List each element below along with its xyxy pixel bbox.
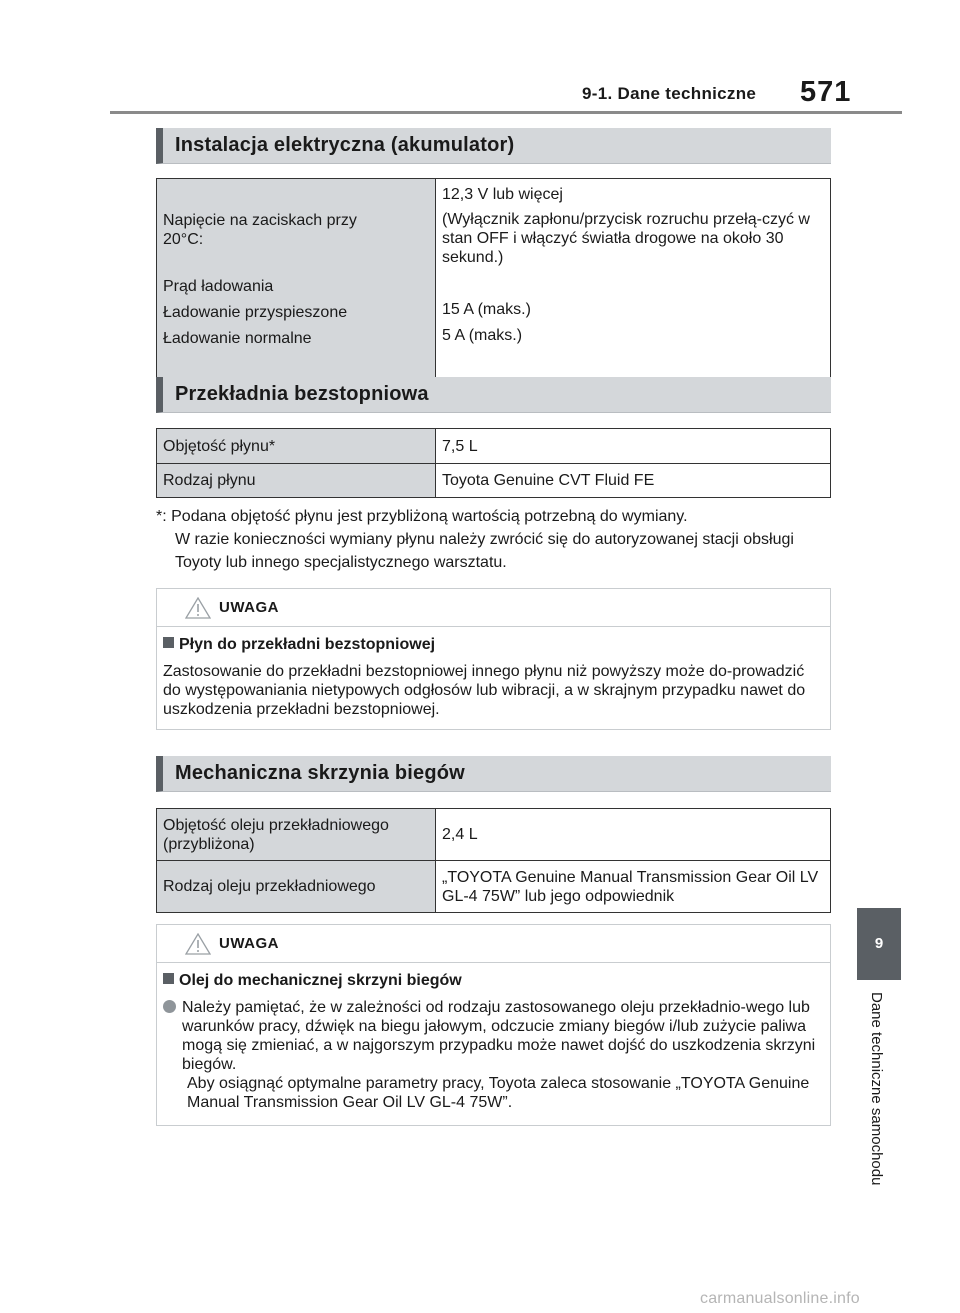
table-row bbox=[157, 464, 831, 498]
table-value-cell: 2,4 L bbox=[436, 809, 831, 861]
table-row bbox=[157, 861, 831, 913]
section-title: Instalacja elektryczna (akumulator) bbox=[175, 134, 515, 156]
normal-charge-value: 5 A (maks.) bbox=[442, 327, 523, 344]
section-title: Mechaniczna skrzynia biegów bbox=[175, 762, 465, 784]
warning-header bbox=[157, 925, 830, 963]
voltage-note: (Wyłącznik zapłonu/przycisk rozruchu przełą-czyć w stan OFF i włączyć światła drogowe na około 30 sekund.) bbox=[442, 211, 810, 266]
table-row bbox=[157, 179, 831, 383]
fast-charge-label: Ładowanie przyspieszone bbox=[163, 304, 348, 321]
page-number: 571 bbox=[800, 76, 852, 108]
table-value-cell: Toyota Genuine CVT Fluid FE bbox=[436, 464, 831, 498]
warning-subtitle-text: Płyn do przekładni bezstopniowej bbox=[179, 636, 436, 653]
voltage-value: 12,3 V lub więcej bbox=[442, 186, 563, 203]
section-header-electrical bbox=[156, 128, 831, 164]
warning-triangle-icon bbox=[185, 933, 211, 955]
footnote-line: *: Podana objętość płynu jest przybliżoną wartością potrzebną do wymiany. bbox=[156, 508, 688, 525]
warning-header bbox=[157, 589, 830, 627]
warning-subtitle bbox=[163, 635, 824, 654]
warning-text: Zastosowanie do przekładni bezstopniowej innego płynu niż powyższy może do-prowadzić do występowaniania nietypowych odgłosów lub wibracji, a w skrajnym przypadku nawet do uszkodzenia przekładni bezstopniowej. bbox=[163, 663, 806, 718]
warning-triangle-icon bbox=[185, 597, 211, 619]
square-bullet-icon bbox=[163, 973, 174, 984]
table-key-cell: Rodzaj płynu bbox=[157, 464, 436, 498]
chapter-side-text: Dane techniczne samochodu bbox=[868, 992, 885, 1186]
warning-subtitle bbox=[163, 971, 824, 990]
cvt-spec-table bbox=[156, 428, 831, 498]
table-value-cell bbox=[436, 179, 831, 383]
bullet-dot-icon bbox=[163, 1000, 176, 1013]
table-key-cell: Rodzaj oleju przekładniowego bbox=[157, 861, 436, 913]
table-row bbox=[157, 429, 831, 464]
warning-label: UWAGA bbox=[219, 599, 279, 616]
warning-extra-text: Aby osiągnąć optymalne parametry pracy, Toyota zaleca stosowanie „TOYOTA Genuine Manual Transmission Gear Oil LV GL-4 75W”. bbox=[187, 1075, 810, 1111]
voltage-label: Napięcie na zaciskach przy 20°C: bbox=[163, 212, 357, 248]
warning-body bbox=[157, 963, 830, 1122]
chapter-title: 9-1. Dane techniczne bbox=[582, 84, 757, 103]
square-bullet-icon bbox=[163, 637, 174, 648]
table-key-cell bbox=[157, 179, 436, 383]
warning-body bbox=[157, 627, 830, 729]
table-key-cell: Objętość płynu* bbox=[157, 429, 436, 464]
manual-spec-table bbox=[156, 808, 831, 913]
watermark: carmanualsonline.info bbox=[700, 1290, 860, 1307]
table-row bbox=[157, 809, 831, 861]
charging-label: Prąd ładowania bbox=[163, 278, 274, 295]
warning-bullet-text: Należy pamiętać, że w zależności od rodzaju zastosowanego oleju przekładnio-wego lub warunków pracy, dźwięk na biegu jałowym, odczucie zmiany biegów i/lub zużycie paliwa mogą się zmieniać, a w najgorszym przypadku może nawet dojść do uszkodzenia skrzyni biegów. bbox=[182, 999, 816, 1073]
section-header-manual bbox=[156, 756, 831, 792]
electrical-spec-table bbox=[156, 178, 831, 383]
chapter-number: 9 bbox=[874, 935, 884, 952]
warning-box-manual bbox=[156, 924, 831, 1126]
warning-subtitle-text: Olej do mechanicznej skrzyni biegów bbox=[179, 972, 462, 989]
cvt-footnote bbox=[156, 505, 831, 574]
normal-charge-label: Ładowanie normalne bbox=[163, 330, 312, 347]
header-divider bbox=[110, 111, 902, 114]
table-value-cell: 7,5 L bbox=[436, 429, 831, 464]
warning-label: UWAGA bbox=[219, 935, 279, 952]
footnote-line: W razie konieczności wymiany płynu należy zwrócić się do autoryzowanej stacji obsługi Toyoty lub innego specjalistycznego warsztatu. bbox=[175, 531, 794, 571]
warning-box-cvt bbox=[156, 588, 831, 730]
section-header-cvt bbox=[156, 377, 831, 413]
table-key-cell: Objętość oleju przekładniowego (przybliżona) bbox=[157, 809, 436, 861]
chapter-side-tab bbox=[857, 908, 901, 980]
warning-bullet bbox=[163, 998, 824, 1074]
section-title: Przekładnia bezstopniowa bbox=[175, 383, 429, 405]
table-value-cell: „TOYOTA Genuine Manual Transmission Gear Oil LV GL-4 75W” lub jego odpowiednik bbox=[436, 861, 831, 913]
fast-charge-value: 15 A (maks.) bbox=[442, 301, 531, 318]
chapter-side-label bbox=[868, 992, 892, 1232]
